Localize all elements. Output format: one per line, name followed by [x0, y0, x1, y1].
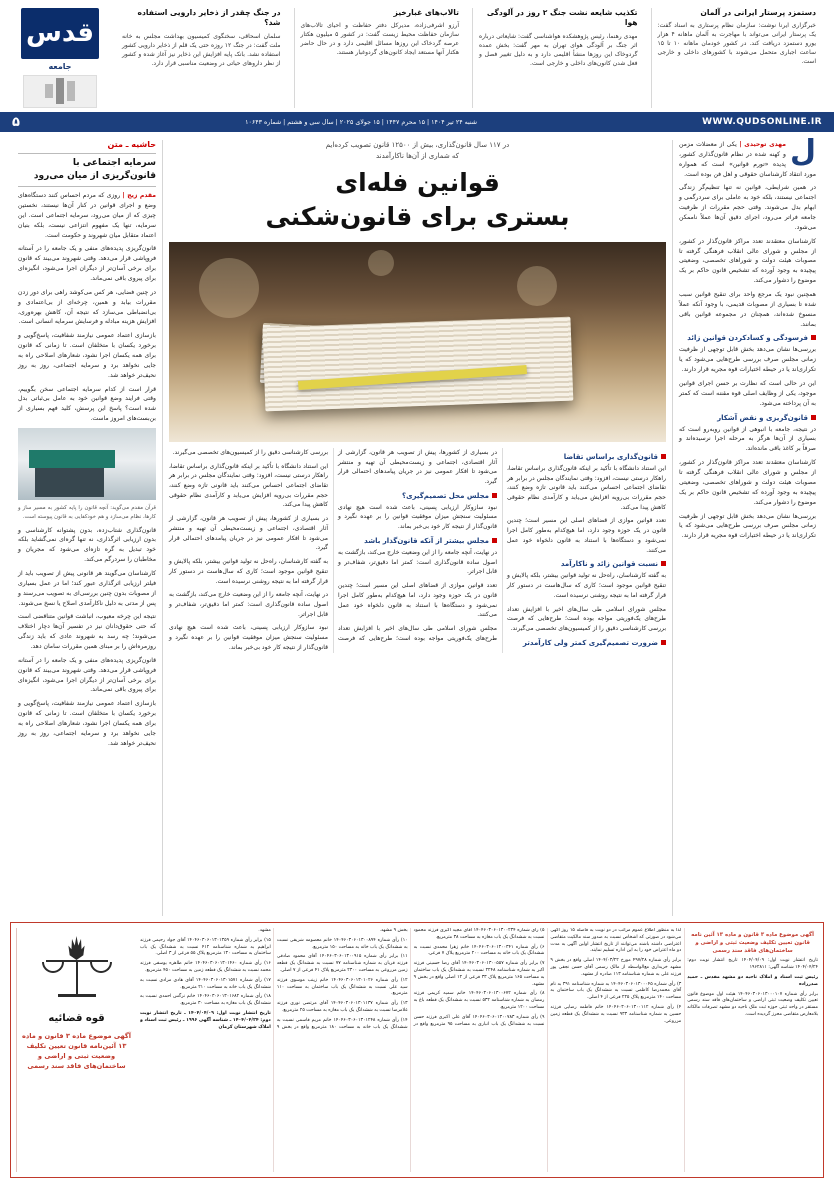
legal-1-4: ۶) رأی شماره ۱۴۰۴۶۰۳۰۶۰۱۳۰۰۳۴۱ خانم زهرا محمدی نسبت به ششدانگ یک باب خانه به مساحت ۲۰۰ مترمربع پلاک ۷ فرعی. [413, 944, 545, 957]
right-col-p5: این در حالی است که نظارت بر حسن اجرای قوانین موجود، یکی از وظایف اصلی قوه مقننه است که کمتر به آن پرداخته می‌شود. [679, 380, 816, 407]
editorial-p5: قانون‌گذاری شتاب‌زده، بدون پشتوانه کارشناسی و بدون ارزیابی اثرگذاری، نه تنها گره‌ای نمی‌گشاید بلکه خود تبدیل به گره تازه‌ای می‌شود که مجریان و مخاطبان را سردرگم می‌کند. [18, 526, 156, 564]
legal-notice-columns [140, 928, 818, 1172]
editorial-column [12, 140, 162, 916]
dateline: شنبه ۲۴ تیر ۱۴۰۴ | ۱۵ محرم ۱۴۴۷ | ۱۵ جولای ۲۰۲۵ | سال سی و هشتم | شماره ۱۰۶۴۳ [245, 118, 478, 126]
top-briefs [116, 8, 822, 108]
judiciary-title: قوه قضائیه [48, 1013, 105, 1024]
editorial-p2: در چنین فضایی، هر کس می‌کوشد راهی برای دور زدن مقررات بیابد و همین، چرخه‌ای از بی‌اعتمادی و بی‌انضباطی می‌سازد که نتیجه آن، کاهش بهره‌وری، افزایش هزینه مبادله و فرسایش سرمایه انسانی است. [18, 288, 156, 326]
editorial-author: مقدم زیج | [122, 192, 157, 200]
right-col-p1-dup: بررسی‌ها نشان می‌دهد بخش قابل توجهی از ظرفیت زمانی مجلس صرف بررسی طرح‌هایی می‌شود که یا تکراری‌اند یا در حیطه اختیارات قوه مجریه قرار دارند. [679, 512, 816, 540]
brief-text: سلمان اسحاقی، سخنگوی کمیسیون بهداشت مجلس به خانه ملت گفت: در جنگ ۱۲ روزه حتی یک قلم از ذخایر دارویی کشور استفاده نشد. بانک پایه افزایش این ذخایر نیز آغاز شده و کشور از نظر داروهای حیاتی در وضعیت مناسبی قرار دارد. [122, 32, 281, 67]
feature-subhead-4-label: مجلس بیشتر از آنکه قانون‌گذار باشد [364, 536, 489, 545]
feature-photo [169, 242, 666, 442]
editorial-photo-caption: قرآن مقدم می‌گوید: آنچه قانون را پایه کشور به مسیر ساز و کارها، نظام می‌سازد و هم خودکفایی به قانون پیوسته است. [18, 505, 156, 520]
legal-1-1: ۳) رأی شماره ۱۴۰۴۶۰۳۰۶۰۱۳۰۰۰۴۵ به شماره شناسنامه ۳۹۱ به نام آقای محمدرضا کاظمی نسبت به ششدانگ یک باب ساختمان به مساحت ۱۴۰ مترمربع پلاک ۲۲۵ فرعی از ۴ اصلی. [550, 981, 682, 1001]
feature-p0: این استناد دانشگاه با تأکید بر اینکه قانون‌گذاری براساس تقاضا، راهکار درستی نیست، افزود: وقتی نمایندگان مجلس در برابر هر تقاضای اجتماعی احساس می‌کنند باید قانونی تازه وضع کنند، حجم مقررات بی‌رویه افزایش می‌یابد و کارآمدی نظام حقوقی کاهش پیدا می‌کند. [507, 464, 666, 511]
brief-text: آرزو اشرفی‌زاده، مدیرکل دفتر حفاظت و احیای تالاب‌های سازمان حفاظت محیط زیست گفت: در کشور ۵ میلیون هکتار عرصه گردخاک این روزها مسائل اقلیمی دارد و در حال حاضر هکتار آنها مستعد ایجاد کانون‌های گردوغبار هستند. [300, 22, 459, 57]
legal-3-3: ۱۴) رأی شماره ۱۴۰۴۶۰۳۰۶۰۱۳۰۱۲۴۸ خانم مریم قاسمی نسبت به ششدانگ یک باب خانه به مساحت ۱۸۰ مترمربع واقع در بخش ۹ مشهد. [258, 928, 408, 1030]
right-subhead-0 [679, 334, 816, 342]
feature-p10: در بسیاری از کشورها، پیش از تصویب هر قانون، گزارشی از آثار اقتصادی، اجتماعی و زیست‌محیطی آن تهیه و منتشر می‌شود تا افکار عمومی نیز در جریان پیامدهای احتمالی قرار گیرد. [169, 515, 328, 552]
feature-p8: مجلس شورای اسلامی طی سال‌های اخیر با افزایش تعداد طرح‌های یک‌فوریتی مواجه بوده است؛ طرح‌هایی که فرصت بررسی کارشناسی دقیق را از کمیسیون‌های تخصصی می‌گیرند. [172, 448, 497, 642]
editorial-p7: نتیجه این چرخه معیوب، انباشت قوانین متناقضی است که حتی حقوق‌دانان نیز در تفسیر آن‌ها دچار اختلاف می‌شوند؛ چه رسد به شهروند عادی که باید زندگی روزمره‌اش را بر مبنای همین مقررات سامان دهد. [18, 613, 156, 650]
feature-p1: تعدد قوانین موازی از قضاهای اصلی این مسیر است؛ چندین قانون در یک حوزه وجود دارد، اما هیچ‌کدام به‌طور کامل اجرا نمی‌شود و دستگاه‌ها با استناد به قانون دلخواه خود عمل می‌کنند. [507, 517, 666, 554]
brief-title: تکذیب شایعه نشت جنگ ۲ روز در آلودگی هوا [486, 8, 638, 28]
legal-notice-heading: آگهی موضوع ماده ۳ قانون و ماده ۱۳ آئین‌نامه قانون تعیین تکلیف وضعیت ثبتی و اراضی و ساختمان‌های فاقد سند رسمی [22, 1032, 131, 1070]
feature-kicker-line1: در ۱۱۷ سال قانون‌گذاری، بیش از ۱۲۵۰۰ قانون تصویب کرده‌ایم [325, 141, 510, 149]
editorial-p9: بازسازی اعتماد عمومی نیازمند شفافیت، پاسخ‌گویی و برخورد یکسان با متخلفان است. تا زمانی که قانون برای همه یکسان اجرا نشود، شعارهای اصلاحی راه به جایی نخواهد برد و سرمایه اجتماعی، روز به روز نحیف‌تر خواهد شد. [18, 700, 156, 747]
editorial-title: سرمایه اجتماعی با قانون‌گریزی از میان می‌رود [33, 158, 156, 182]
feature-p11: به گفته کارشناسان، راه‌حل نه تولید قوانین بیشتر، بلکه پالایش و تنقیح قوانین موجود است؛ کاری که سال‌هاست در دستور کار قرار گرفته اما به نتیجه روشنی نرسیده است. [169, 558, 328, 585]
feature-subhead-2 [507, 639, 666, 647]
legal-0-2: برابر رأی شماره ۱۴۰۴۶۰۳۰۶۰۱۳۰۰۰۱۰۷ هیئت اول موضوع قانون تعیین تکلیف وضعیت ثبتی اراضی و ساختمان‌های فاقد سند رسمی مستقر در واحد ثبتی حوزه ثبت ملک ناحیه دو مشهد تصرفات مالکانه بلامعارض متقاضی محرز گردیده است. [687, 991, 818, 1017]
legal-4-2: ۱۷) رأی شماره ۱۴۰۴۶۰۳۰۶۰۱۳۰۱۵۷۱ آقای هادی مرادی نسبت به ششدانگ یک باب خانه به مساحت ۲۱۰ مترمربع. [140, 977, 271, 990]
feature-kicker-line2: که شماری از آن‌ها ناکارآمدند [375, 152, 460, 161]
editorial-p1: قانون‌گریزی پدیده‌های منفی و یک جامعه را در آستانه فروپاشی قرار می‌دهد. وقتی شهروند می‌بیند که قانون برای برخی آسان‌تر از دیگران اجرا می‌شود، انگیزه‌ای برای پیروی باقی نمی‌ماند. [18, 245, 156, 282]
brief-item [472, 8, 644, 108]
dropcap: ل [789, 134, 816, 169]
section-label: جامعه [48, 61, 72, 71]
brief-item [651, 8, 823, 108]
legal-notices-box [10, 922, 824, 1178]
scales-of-justice-icon [40, 934, 114, 1008]
feature-body [169, 448, 666, 653]
legal-1-2: ۴) رأی شماره ۱۴۰۴۶۰۳۰۶۰۱۳۰۰۱۱۲ خانم فاطمه رضایی فرزند حسین به شماره شناسنامه ۹۳۳ نسبت به ششدانگ یک قطعه زمین مزروعی. [550, 1004, 682, 1024]
right-opinion-column [672, 134, 822, 916]
right-subhead-1-label: قانون‌گریزی و نقض آشکار [717, 413, 808, 422]
feature-p13: نبود سازوکار ارزیابی پسینی، باعث شده است هیچ نهادی مسئولیت سنجش میزان موفقیت قوانین را بر عهده نگیرد و قانون‌گذار از نتیجه کار خود بی‌خبر بماند. [169, 624, 328, 651]
legal-4-1: ۱۶) رأی شماره ۱۴۰۴۶۰۳۰۶۰۱۳۰۱۴۶۰ خانم طاهره یوسفی فرزند محمد نسبت به ششدانگ یک قطعه زمین به مساحت ۴۵۰ مترمربع. [140, 961, 271, 973]
page-number: ۵ [12, 114, 20, 130]
right-col-p6: در نتیجه، جامعه با انبوهی از قوانین روبه‌رو است که بسیاری از آن‌ها هرگز به مرحله اجرا نرسیده‌اند و صرفاً بر کاغذ باقی مانده‌اند. [679, 425, 816, 453]
editorial-p6: کارشناسان می‌گویند هر قانونی پیش از تصویب باید از فیلتر ارزیابی اثرگذاری عبور کند؛ اما در عمل بسیاری از مصوبات بدون چنین بررسی‌ای به تصویب می‌رسند و پس از مدتی به دلیل ناکارآمدی اصلاح یا نسخ می‌شوند. [18, 569, 156, 607]
masthead-graphic [23, 75, 97, 108]
right-col-p1: در همین شرایطی، قوانین نه تنها تنظیم‌گر زندگی اجتماعی نیستند، بلکه خود به عاملی برای سردرگمی و ابهام بدل می‌شوند. وقتی حجم مقررات از ظرفیت جامعه فراتر می‌رود، اجرای دقیق آن‌ها عملاً ناممکن می‌شود. [679, 184, 816, 231]
legal-4-0: ۱۵) برابر رأی شماره ۱۴۰۴۶۰۳۰۶۰۱۳۰۱۳۵۹ آقای جواد رحیمی فرزند ابراهیم به شماره شناسنامه ۴۱۲ نسبت به ششدانگ یک باب ساختمان به مساحت ۱۳۰ مترمربع پلاک ۵۵ فرعی از ۳ اصلی. [140, 937, 271, 957]
legal-4-3: ۱۸) رأی شماره ۱۴۰۴۶۰۳۰۶۰۱۳۰۱۶۸۲ خانم نرگس احمدی نسبت به ششدانگ یک باب مغازه به مساحت ۳۰ مترمربع. [140, 994, 271, 1007]
feature-subhead-2-label: ضرورت تصمیم‌گیری کمتر ولی کارآمدتر [522, 638, 658, 647]
legal-3-2: ۱۳) رأی شماره ۱۴۰۴۶۰۳۰۶۰۱۳۰۱۱۳۷ آقای مرتضی نوری فرزند غلامرضا نسبت به ششدانگ یک باب مغازه به مساحت ۲۵ مترمربع. [276, 1001, 408, 1013]
editorial-kicker [18, 140, 156, 149]
brief-text: خبرگزاری ایرنا نوشت: سازمان نظام پرستاری به اسناد گفت: یک پرستار ایرانی می‌تواند با مهاجرت به آلمان ماهانه ۴ هزار یورو دستمزد دریافت کند. در کشور خودمان ماهانه ۱۰ تا ۱۵ ساعت اجباری متحمل می‌شوند با کشورهای داخلی و خارجی است. [657, 22, 817, 66]
top-strip [0, 0, 834, 112]
page-info-bar [0, 112, 834, 132]
brief-title: دستمزد پرستار ایرانی در آلمان [700, 8, 816, 17]
legal-4-4: تاریخ انتشار نوبت اول: ۱۴۰۴/۰۴/۰۹ ـ تاریخ انتشار نوبت دوم: ۱۴۰۴/۰۴/۲۴ ـ شناسه آگهی ۱۹۹۶ ـ رئیس ثبت اسناد و املاک شهرستان کرمان [140, 1010, 271, 1030]
feature-p3: مجلس شورای اسلامی طی سال‌های اخیر با افزایش تعداد طرح‌های یک‌فوریتی مواجه بوده است؛ طرح‌هایی که فرصت بررسی کارشناسی دقیق را از کمیسیون‌های تخصصی می‌گیرند. [507, 605, 666, 632]
feature-p12: در نهایت، آنچه جامعه را از این وضعیت خارج می‌کند، بازگشت به اصول ساده قانون‌گذاری است: کمتر اما دقیق‌تر، شفاف‌تر و قابل اجراتر. [169, 591, 328, 618]
legal-1-0: برابر رأی شماره ۴۹۷/۲۸ مورخ ۱۴۰۴/۰۳/۲۲ اصلی واقع در بخش ۹ مشهد خریداری مع‌الواسطه از مالک رسمی آقای حسن نجفی پور فرزند علی به شماره شناسنامه ۱۱۳ صادره از مشهد. [550, 958, 682, 977]
right-col-p0-dup: کارشناسان معتقدند تعدد مراکز قانون‌گذار در کشور، از مجلس و شورای عالی انقلاب فرهنگی گرفته تا مصوبات هیئت دولت و شوراهای تخصصی، وضعیتی پیچیده به وجود آورده که تشخیص قانون حاکم بر یک موضوع را دشوار می‌کند. [679, 459, 816, 506]
judiciary-logo-block [16, 928, 136, 1172]
right-col-p4: بررسی‌ها نشان می‌دهد بخش قابل توجهی از ظرفیت زمانی مجلس صرف بررسی طرح‌هایی می‌شود که یا تکراری‌اند یا در حیطه اختیارات قوه مجریه قرار دارند. [679, 346, 816, 374]
feature-subhead-1 [507, 560, 666, 568]
feature-subhead-1-label: نسبت قوانین زائد و ناکارآمد [560, 560, 658, 569]
editorial-p8: قانون‌گریزی پدیده‌های منفی و یک جامعه را در آستانه فروپاشی قرار می‌دهد. وقتی شهروند می‌بیند که قانون برای برخی آسان‌تر از دیگران اجرا می‌شود، انگیزه‌ای برای پیروی باقی نمی‌ماند. [18, 656, 156, 694]
feature-p7: تعدد قوانین موازی از قضاهای اصلی این مسیر است؛ چندین قانون در یک حوزه وجود دارد، اما هیچ‌کدام به‌طور کامل اجرا نمی‌شود و دستگاه‌ها با استناد به قانون دلخواه خود عمل می‌کنند. [338, 582, 497, 619]
brief-text: مهدی رهنما، رئیس پژوهشکده هواشناسی گفت: شایعاتی درباره اثر جنگ بر آلودگی هوای تهران به مهر گفت: بخش عمده گردوخاک این روزها منشأ اقلیمی دارد و به دلیل تغییر فصل و فعل شدن کانون‌های داخلی و خارجی است. [479, 32, 638, 67]
legal-0-1: رئیس ثبت اسناد و املاک ناحیه دو مشهد مقدس ـ حمید صدرزاده [687, 974, 818, 987]
legal-0-3: لذا به منظور اطلاع عموم مراتب در دو نوبت به فاصله ۱۵ روز آگهی می‌شود در صورتی که اشخاص نسبت به صدور سند مالکیت متقاضی اعتراضی داشته باشند می‌توانند از تاریخ انتشار اولین آگهی به مدت دو ماه اعتراض خود را به این اداره تسلیم نمایند. [550, 928, 682, 954]
feature-p6: در نهایت، آنچه جامعه را از این وضعیت خارج می‌کند، بازگشت به اصول ساده قانون‌گذاری است: کمتر اما دقیق‌تر، شفاف‌تر و قابل اجراتر. [338, 548, 497, 576]
legal-2-3: ۱۰) رأی شماره ۱۴۰۴۶۰۳۰۶۰۱۳۰۰۸۹۴ خانم معصومه شریفی نسبت به ششدانگ یک باب خانه به مساحت ۱۵۰ مترمربع. [276, 937, 408, 950]
brief-item [116, 8, 287, 108]
editorial-p3: بازسازی اعتماد عمومی نیازمند شفافیت، پاسخ‌گویی و برخورد یکسان با متخلفان است. تا زمانی که قانون برای همه یکسان اجرا نشود، شعارهای اصلاحی راه به جایی نخواهد برد و سرمایه اجتماعی، روز به روز نحیف‌تر خواهد شد. [18, 332, 156, 379]
editorial-kicker-label: حاشیه ـ متن [107, 140, 156, 149]
editorial-p0: روزی که مردم احساس کنند دستگاه‌های وضع و اجرای قوانین در کنار آن‌ها نیستند، نخستین چیزی که از میان می‌رود، سرمایه اجتماعی است. این سرمایه، تنها یک مفهوم انتزاعی نیست، بلکه بنیان اعتماد متقابل میان شهروند و حکومت است. [18, 192, 156, 239]
legal-3-0: ۱۱) برابر رأی شماره ۱۴۰۴۶۰۳۰۶۰۱۳۰۰۹۱۵ آقای محمود صادقی فرزند قربان به شماره شناسنامه ۷۷ نسبت به ششدانگ یک قطعه زمین مزروعی به مساحت ۲۳۰۰ مترمربع پلاک ۴۱ فرعی از ۷ اصلی. [276, 954, 408, 973]
feature-p4: در بسیاری از کشورها، پیش از تصویب هر قانون، گزارشی از آثار اقتصادی، اجتماعی و زیست‌محیطی آن تهیه و منتشر می‌شود تا افکار عمومی نیز در جریان پیامدهای احتمالی قرار گیرد. [338, 448, 497, 486]
legal-highlight-0: آگهی موضوع ماده ۳ قانون و ماده ۱۳ آئین نامه قانون تعیین تکلیف وضعیت ثبتی و اراضی و ساختمان‌های فاقد سند رسمی [691, 932, 815, 955]
feature-title [169, 166, 666, 234]
brief-item [294, 8, 466, 108]
website-url[interactable]: WWW.QUDSONLINE.IR [702, 117, 822, 127]
brief-title: تالاب‌های غبارخیز [393, 8, 459, 17]
right-subhead-1 [679, 414, 816, 422]
feature-article [162, 140, 672, 916]
brief-title: در جنگ چقدر از ذخایر دارویی استفاده شد؟ [137, 8, 281, 28]
byline: مهدی توحیدی | [739, 141, 786, 148]
feature-p2: به گفته کارشناسان، راه‌حل نه تولید قوانین بیشتر، بلکه پالایش و تنقیح قوانین موجود است؛ کاری که سال‌هاست در دستور کار قرار گرفته اما به نتیجه روشنی نرسیده است. [507, 572, 666, 599]
main-content [0, 132, 834, 922]
legal-3-1: ۱۲) رأی شماره ۱۴۰۴۶۰۳۰۶۰۱۳۰۱۰۲۶ خانم زینب موسوی فرزند سید علی نسبت به ششدانگ یک باب ساختمان به مساحت ۱۱۰ مترمربع. [276, 977, 408, 997]
feature-subhead-3 [338, 492, 497, 500]
feature-subhead-3-label: مجلس محل تصمیم‌گیری؟ [402, 491, 489, 500]
right-col-p2: کارشناسان معتقدند تعدد مراکز قانون‌گذار در کشور، از مجلس و شورای عالی انقلاب فرهنگی گرفته تا مصوبات هیئت دولت و شوراهای تخصصی، وضعیتی پیچیده به وجود آورده که تشخیص قانون حاکم بر یک موضوع را دشوار می‌کند. [679, 237, 816, 285]
right-subhead-0-label: فرسودگی و کسادکردن قوانین زائد [687, 334, 808, 343]
feature-title-line1: قوانین فله‌ای [335, 168, 500, 198]
qods-logo: قدس [21, 8, 99, 59]
right-col-p3: همچنین نبود یک مرجع واحد برای تنقیح قوانین سبب شده تا بسیاری از مصوبات قدیمی، با وجود آنکه عملاً منسوخ شده‌اند، همچنان در مجموعه قوانین باقی بمانند. [679, 291, 816, 328]
feature-subhead-0 [507, 453, 666, 461]
legal-2-0: ۷) برابر رأی شماره ۱۴۰۴۶۰۳۰۶۰۱۳۰۰۵۵۷ آقای رضا حسینی فرزند اکبر به شماره شناسنامه ۲۲۴۸ نسبت به ششدانگ یک باب ساختمان به مساحت ۱۶۵ مترمربع پلاک ۳۳ فرعی از ۱۲ اصلی واقع در بخش ۹ مشهد. [413, 961, 545, 987]
feature-subhead-4 [338, 537, 497, 545]
feature-title-line2: بستری برای قانون‌شکنی [265, 202, 570, 232]
feature-subhead-0-label: قانون‌گذاری براساس تقاضا [563, 452, 658, 461]
legal-2-2: ۹) رأی شماره ۱۴۰۴۶۰۳۰۶۰۱۳۰۰۷۸۳ آقای علی اکبری فرزند حسن نسبت به ششدانگ یک باب انباری به مساحت ۹۵ مترمربع واقع در بخش ۹ مشهد. [379, 928, 545, 1027]
feature-p9: این استناد دانشگاه با تأکید بر اینکه قانون‌گذاری براساس تقاضا، راهکار درستی نیست، افزود: وقتی نمایندگان مجلس در برابر هر تقاضای اجتماعی احساس می‌کنند باید قانونی تازه وضع کنند، حجم مقررات بی‌رویه افزایش می‌یابد و کارآمدی نظام حقوقی کاهش پیدا می‌کند. [169, 462, 328, 509]
right-col-p0: یکی از معضلات مزمن و کهنه شده در نظام قانون‌گذاری کشور، پدیده «تورم قوانین» است که همواره مورد انتقاد کارشناسان حقوقی و اهل فن بوده است. [679, 141, 816, 178]
editorial-p4: قرار است از کدام سرمایه اجتماعی سخن بگوییم، وقتی فرایند وضع قوانین خود به عامل بی‌ثباتی بدل شده است؟ پاسخ این پرسش، کلید فهم بسیاری از بن‌بست‌های امروز ماست. [18, 385, 156, 423]
legal-1-3: ۵) رأی شماره ۱۴۰۴۶۰۳۰۶۰۱۳۰۰۲۳۴ آقای مجید اکبری فرزند محمود نسبت به ششدانگ یک باب مغازه به مساحت ۳۸ مترمربع. [413, 928, 545, 940]
legal-2-1: ۸) رأی شماره ۱۴۰۴۶۰۳۰۶۰۱۳۰۰۶۷۲ خانم سمیه کریمی فرزند رمضان به شماره شناسنامه ۵۳۲ نسبت به ششدانگ یک قطعه باغ به مساحت ۱۲۰۰ مترمربع. [413, 991, 545, 1010]
feature-kicker [169, 140, 666, 162]
editorial-photo [18, 428, 156, 500]
masthead [12, 8, 108, 108]
legal-0-0: تاریخ انتشار نوبت اول: ۱۴۰۴/۰۴/۰۹ تاریخ انتشار نوبت دوم: ۱۴۰۴/۰۴/۲۴ شناسه آگهی: ۱۹۶۲۸۱۱ [687, 958, 818, 971]
feature-p5: نبود سازوکار ارزیابی پسینی، باعث شده است هیچ نهادی مسئولیت سنجش میزان موفقیت قوانین را بر عهده نگیرد و قانون‌گذار از نتیجه کار خود بی‌خبر بماند. [338, 503, 497, 531]
